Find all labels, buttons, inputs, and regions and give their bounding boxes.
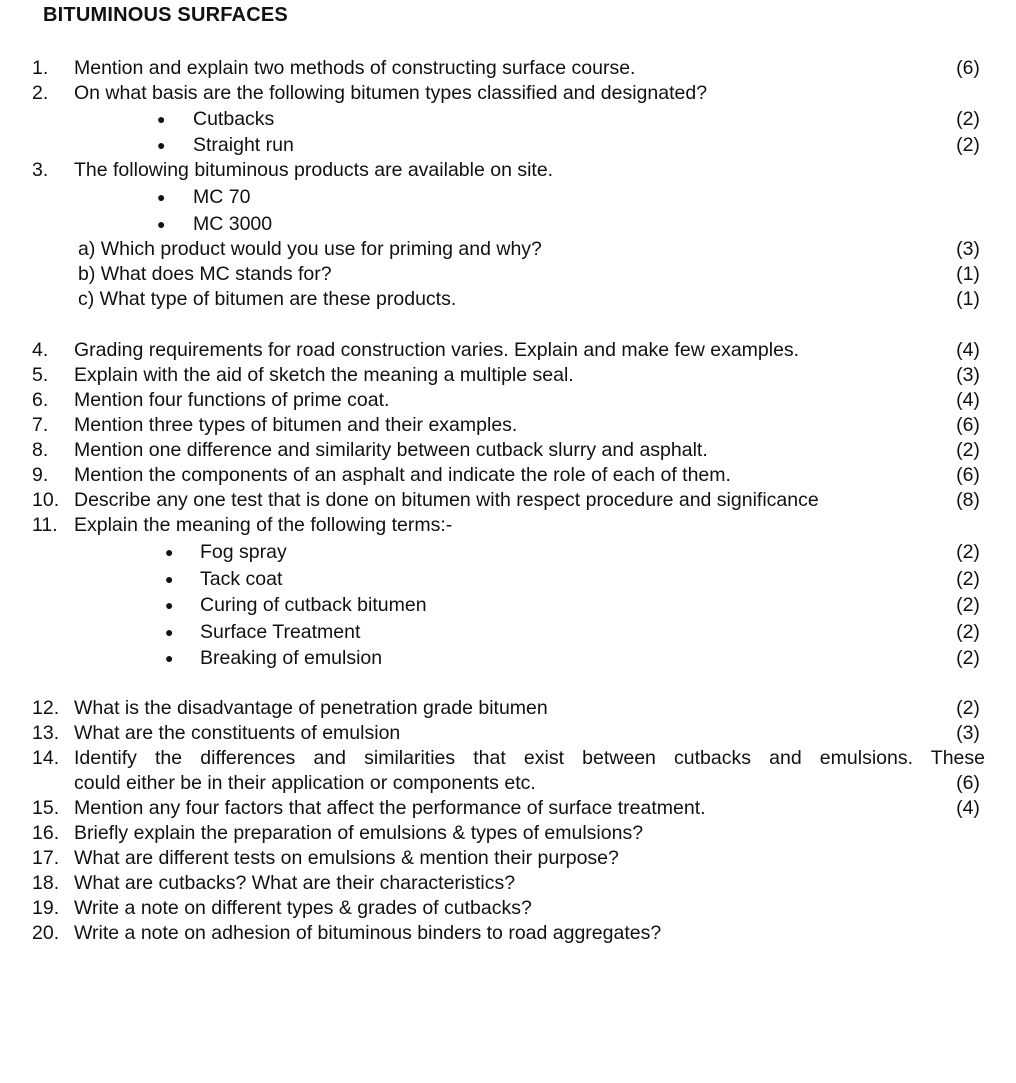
bullet-icon: ● [157, 111, 166, 127]
sub-question [0, 236, 1016, 262]
question-text: Describe any one test that is done on bitumen with respect procedure and significance [74, 489, 819, 511]
bullet-icon: ● [157, 189, 166, 205]
list-item-text: Tack coat [200, 568, 283, 590]
list-item [0, 132, 1016, 158]
question-marks: (4) [956, 797, 980, 819]
list-item-marks: (2) [956, 621, 980, 643]
bullet-icon: ● [165, 544, 174, 560]
question-text: Mention one difference and similarity between cutback slurry and asphalt. [74, 439, 708, 461]
question-continuation [0, 770, 1016, 796]
question-text: What are cutbacks? What are their characteristics? [74, 872, 516, 894]
bullet-icon: ● [165, 624, 174, 640]
question-number: 5. [32, 364, 49, 386]
question-10 [0, 487, 1016, 513]
question-9 [0, 462, 1016, 488]
question-18 [0, 870, 1016, 896]
question-text: Mention any four factors that affect the performance of surface treatment. [74, 797, 706, 819]
question-text: Grading requirements for road construction varies. Explain and make few examples. [74, 339, 800, 361]
question-13 [0, 720, 1016, 746]
question-text: Explain the meaning of the following terms:- [74, 514, 453, 536]
question-number: 16. [32, 822, 60, 844]
sub-question-text: c) What type of bitumen are these products. [78, 288, 457, 310]
question-number: 13. [32, 722, 60, 744]
sub-question [0, 261, 1016, 287]
list-item-text: Curing of cutback bitumen [200, 594, 427, 616]
list-item-marks: (2) [956, 647, 980, 669]
question-marks: (6) [956, 57, 980, 79]
list-item-text: Straight run [193, 134, 294, 156]
question-15 [0, 795, 1016, 821]
question-number: 18. [32, 872, 60, 894]
question-19 [0, 895, 1016, 921]
question-2 [0, 80, 1016, 106]
question-17 [0, 845, 1016, 871]
list-item [0, 645, 1016, 671]
question-marks: (8) [956, 489, 980, 511]
sub-question-marks: (3) [956, 238, 980, 260]
question-text: Mention and explain two methods of constructing surface course. [74, 57, 636, 79]
bullet-icon: ● [165, 571, 174, 587]
question-text: Identify the differences and similarities that exist between cutbacks and emulsions. These [74, 747, 985, 769]
list-item-text: MC 70 [193, 186, 251, 208]
bullet-icon: ● [165, 597, 174, 613]
list-item-text: Cutbacks [193, 108, 275, 130]
list-item-marks: (2) [956, 568, 980, 590]
list-item [0, 539, 1016, 565]
question-text: What are different tests on emulsions & mention their purpose? [74, 847, 619, 869]
question-marks: (6) [956, 772, 980, 794]
question-number: 8. [32, 439, 49, 461]
question-11 [0, 512, 1016, 538]
question-text: Explain with the aid of sketch the meaning a multiple seal. [74, 364, 574, 386]
list-item [0, 184, 1016, 210]
question-number: 19. [32, 897, 60, 919]
question-3 [0, 157, 1016, 183]
question-number: 2. [32, 82, 49, 104]
list-item [0, 106, 1016, 132]
question-text: What is the disadvantage of penetration grade bitumen [74, 697, 548, 719]
sub-question-text: b) What does MC stands for? [78, 263, 332, 285]
list-item-marks: (2) [956, 134, 980, 156]
list-item [0, 211, 1016, 237]
question-text: The following bituminous products are available on site. [74, 159, 554, 181]
sub-question-text: a) Which product would you use for priming and why? [78, 238, 542, 260]
sub-question [0, 286, 1016, 312]
question-number: 14. [32, 747, 60, 769]
list-item [0, 592, 1016, 618]
question-number: 3. [32, 159, 49, 181]
question-5 [0, 362, 1016, 388]
question-number: 20. [32, 922, 60, 944]
list-item-marks: (2) [956, 108, 980, 130]
question-16 [0, 820, 1016, 846]
question-12 [0, 695, 1016, 721]
question-1 [0, 55, 1016, 81]
list-item-text: Breaking of emulsion [200, 647, 383, 669]
question-number: 4. [32, 339, 49, 361]
bullet-icon: ● [165, 650, 174, 666]
question-number: 17. [32, 847, 60, 869]
list-item [0, 566, 1016, 592]
list-item-text: MC 3000 [193, 213, 273, 235]
question-text-continued: could either be in their application or components etc. [74, 772, 536, 794]
list-item-marks: (2) [956, 541, 980, 563]
list-item-marks: (2) [956, 594, 980, 616]
question-text: On what basis are the following bitumen types classified and designated? [74, 82, 708, 104]
question-20 [0, 920, 1016, 946]
question-4 [0, 337, 1016, 363]
question-text: What are the constituents of emulsion [74, 722, 401, 744]
question-marks: (4) [956, 339, 980, 361]
question-marks: (4) [956, 389, 980, 411]
sub-question-marks: (1) [956, 263, 980, 285]
question-number: 7. [32, 414, 49, 436]
question-8 [0, 437, 1016, 463]
list-item-text: Fog spray [200, 541, 287, 563]
question-marks: (2) [956, 439, 980, 461]
question-text: Mention three types of bitumen and their examples. [74, 414, 518, 436]
question-number: 6. [32, 389, 49, 411]
question-text: Write a note on adhesion of bituminous binders to road aggregates? [74, 922, 662, 944]
question-number: 9. [32, 464, 49, 486]
question-number: 15. [32, 797, 60, 819]
question-marks: (3) [956, 364, 980, 386]
question-6 [0, 387, 1016, 413]
question-marks: (6) [956, 414, 980, 436]
question-7 [0, 412, 1016, 438]
document-title: BITUMINOUS SURFACES [43, 4, 288, 26]
question-text: Mention four functions of prime coat. [74, 389, 390, 411]
question-number: 11. [32, 514, 58, 536]
question-text: Mention the components of an asphalt and indicate the role of each of them. [74, 464, 731, 486]
question-text: Briefly explain the preparation of emulsions & types of emulsions? [74, 822, 644, 844]
question-text: Write a note on different types & grades of cutbacks? [74, 897, 532, 919]
question-marks: (3) [956, 722, 980, 744]
question-14 [0, 745, 1016, 771]
question-number: 1. [32, 57, 49, 79]
question-number: 10. [32, 489, 60, 511]
question-marks: (6) [956, 464, 980, 486]
bullet-icon: ● [157, 216, 166, 232]
list-item [0, 619, 1016, 645]
question-marks: (2) [956, 697, 980, 719]
sub-question-marks: (1) [956, 288, 980, 310]
bullet-icon: ● [157, 137, 166, 153]
question-number: 12. [32, 697, 60, 719]
list-item-text: Surface Treatment [200, 621, 361, 643]
